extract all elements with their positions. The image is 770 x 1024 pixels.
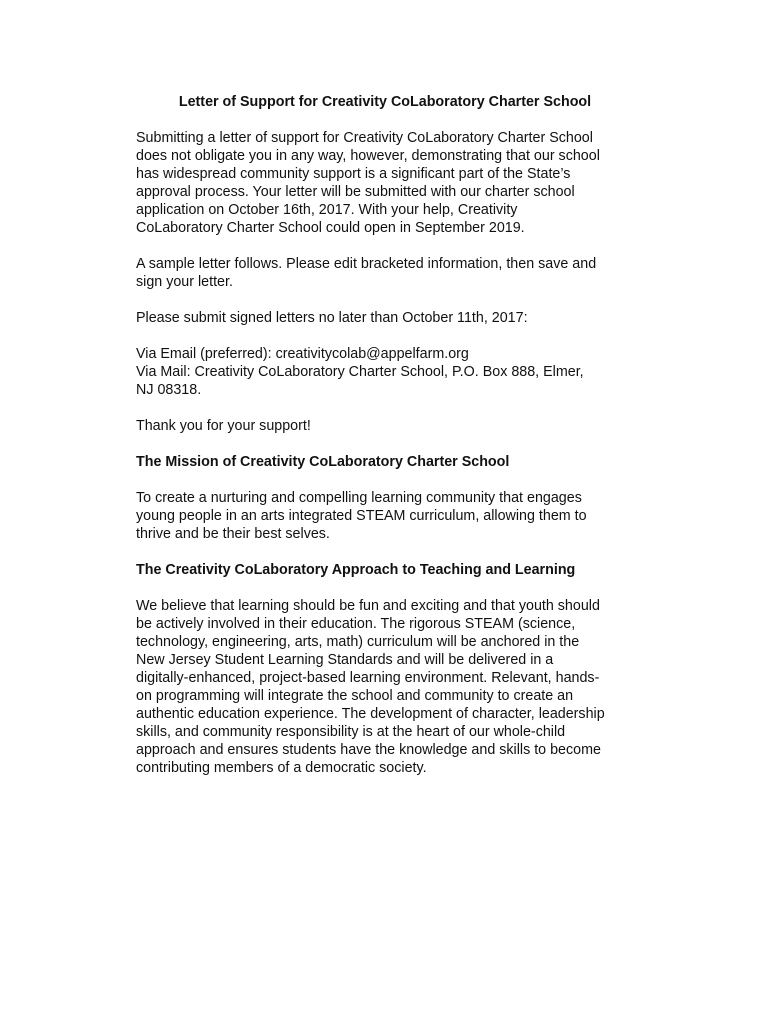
approach-heading: The Creativity CoLaboratory Approach to Teaching and Learning [136,562,576,578]
document-title: Letter of Support for Creativity CoLaboratory Charter School [178,94,592,110]
approach-line: be actively involved in their education. The rigorous STEAM (science, [136,616,576,632]
mission-heading: The Mission of Creativity CoLaboratory Charter School [136,454,510,470]
approach-line: digitally-enhanced, project-based learning environment. Relevant, hands- [136,670,600,686]
mission-line: To create a nurturing and compelling learning community that engages [136,490,582,506]
intro-line: CoLaboratory Charter School could open in September 2019. [136,220,525,236]
sample-line: A sample letter follows. Please edit bracketed information, then save and [136,256,597,272]
mission-line: thrive and be their best selves. [136,526,330,542]
mission-paragraph [136,489,634,543]
document-content [136,93,634,795]
intro-paragraph [136,129,634,237]
deadline-line: Please submit signed letters no later than October 11th, 2017: [136,310,528,326]
intro-line: Submitting a letter of support for Creativity CoLaboratory Charter School [136,130,593,146]
approach-line: We believe that learning should be fun and exciting and that youth should [136,598,600,614]
thanks-line: Thank you for your support! [136,418,311,434]
sample-letter-paragraph [136,255,634,291]
thanks-paragraph [136,417,634,435]
contact-paragraph [136,345,634,399]
approach-line: on programming will integrate the school and community to create an [136,688,574,704]
approach-line: contributing members of a democratic society. [136,760,427,776]
approach-line: technology, engineering, arts, math) curriculum will be anchored in the [136,634,580,650]
mission-line: young people in an arts integrated STEAM curriculum, allowing them to [136,508,587,524]
approach-paragraph [136,597,634,777]
approach-line: authentic education experience. The development of character, leadership [136,706,605,722]
deadline-paragraph [136,309,634,327]
approach-line: skills, and community responsibility is at the heart of our whole-child [136,724,566,740]
intro-line: approval process. Your letter will be submitted with our charter school [136,184,575,200]
intro-line: application on October 16th, 2017. With your help, Creativity [136,202,518,218]
contact-mail-line: Via Mail: Creativity CoLaboratory Charter School, P.O. Box 888, Elmer, [136,364,584,380]
approach-line: approach and ensures students have the knowledge and skills to become [136,742,601,758]
intro-line: has widespread community support is a significant part of the State’s [136,166,571,182]
approach-line: New Jersey Student Learning Standards and will be delivered in a [136,652,554,668]
contact-mail-line: NJ 08318. [136,382,202,398]
contact-email-line: Via Email (preferred): creativitycolab@appelfarm.org [136,346,469,362]
sample-line: sign your letter. [136,274,233,290]
intro-line: does not obligate you in any way, however, demonstrating that our school [136,148,600,164]
